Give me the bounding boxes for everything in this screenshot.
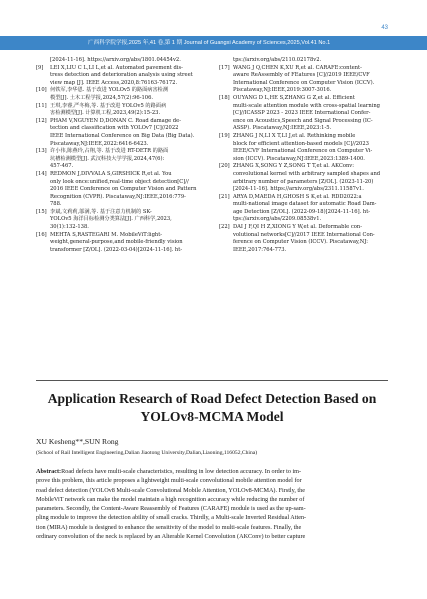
abstract-line: MobileViT network can make the model maintain a high recognition accuracy while reducing the number of <box>36 495 305 503</box>
reference-entry <box>36 87 204 102</box>
reference-number: [11] <box>36 102 47 109</box>
references-left-column <box>36 57 204 254</box>
reference-line: Piscataway,NJ:IEEE,2019:3007-3016. <box>233 87 332 94</box>
reference-entry <box>36 209 204 232</box>
reference-line: ASSP). Piscataway,NJ:IEEE,2023:1-5. <box>233 125 332 132</box>
reference-line: DAI J F,QI H Z,XIONG Y W,et al. Deformable con- <box>233 224 362 231</box>
reference-text <box>50 209 204 232</box>
reference-line: only look once:unified,real-time object detection[C]// <box>50 178 189 185</box>
reference-line: weight,general-purpose,and mobile-friendly vision <box>50 239 183 246</box>
reference-text <box>50 171 204 209</box>
reference-line: [2024-11-16]. https://arxiv.org/abs/2311.11587v1. <box>233 186 364 193</box>
reference-number: [22] <box>219 224 230 231</box>
reference-line: tps://arxiv.org/abs/2110.02178v2. <box>233 57 322 63</box>
page-number: 43 <box>381 25 388 31</box>
reference-text <box>233 57 389 65</box>
reference-line: YOLOv5 海洋目标检测分类算法[J]. 广西科学,2023, <box>50 216 172 223</box>
reference-entry <box>219 65 389 95</box>
reference-entry <box>36 148 204 171</box>
reference-line: IEEE International Conference on Big Data (Big Data). <box>50 132 195 139</box>
reference-line: ZHANG J N,LI X T,LI J,et al. Rethinking mobile <box>233 132 356 139</box>
reference-number: [21] <box>219 193 230 200</box>
reference-line: ARYA D,MAEDA H,GHOSH S K,et al. RDD2022:a <box>233 193 362 200</box>
reference-entry <box>36 171 204 209</box>
reference-line: Piscataway,NJ:IEEE,2022:6416-6423. <box>50 140 149 147</box>
reference-line: Recognition (CVPR). Piscataway,NJ:IEEE,2016:779- <box>50 193 186 200</box>
reference-line: REDMON J,DIVVALA S,GIRSHICK R,et al. You <box>50 170 172 177</box>
journal-header-bar <box>0 36 427 50</box>
reference-number <box>36 57 50 65</box>
reference-text <box>233 163 389 193</box>
journal-header-text: 广西科学院学报,2025 年,41 卷,第 1 期 Journal of Guangxi Academy of Sciences,2025,Vol.41 No.1 <box>88 40 331 46</box>
reference-text <box>50 148 204 171</box>
reference-line: aware ReAssembly of FEatures [C]//2019 IEEE/CVF <box>233 72 370 79</box>
reference-number: [9] <box>36 64 44 71</box>
reference-line: [C]//ICASSP 2023 - 2023 IEEE International Confer- <box>233 110 371 117</box>
reference-number: [17] <box>219 64 230 71</box>
reference-number: [12] <box>36 117 47 124</box>
reference-number: [20] <box>219 163 230 170</box>
reference-number: [19] <box>219 132 230 139</box>
reference-text <box>233 65 389 95</box>
reference-line: 457-467. <box>50 163 74 170</box>
affiliation: (School of Rail Intelligent Engineering,Dalian Jiaotong University,Dalian,Liaoning,116052,China) <box>36 450 258 456</box>
reference-line: 坑槽检测模型[J]. 武汉科技大学学报,2024,47(6): <box>50 155 165 162</box>
reference-text <box>50 118 204 148</box>
reference-line: 模型[J]. 土木工程学报,2024,57(2):96-106. <box>50 94 154 101</box>
reference-line: ZHANG X,SONG Y Z,SONG T T,et al. AKConv: <box>233 163 354 170</box>
reference-line: arbitrary number of parameters [Z/OL]. (2023-11-20) <box>233 178 374 185</box>
reference-line: OUYANG D L,HE S,ZHANG G Z,et al. Efficient <box>233 94 355 101</box>
reference-number: [15] <box>36 208 47 215</box>
reference-entry <box>36 65 204 88</box>
reference-line: tps://arxiv.org/abs/2209.08538v1. <box>233 216 322 223</box>
abstract-line: tion (MIRA) module is designed to enhance the sensitivity of the model to multi-scale features. Finally, the <box>36 523 302 531</box>
reference-number: [10] <box>36 87 47 94</box>
reference-entry <box>219 133 389 163</box>
reference-text <box>233 95 389 133</box>
reference-line: IEEE,2017:764-773. <box>233 246 287 253</box>
reference-line: International Conference on Computer Vision (ICCV). <box>233 79 375 86</box>
reference-entry <box>36 232 204 255</box>
reference-number: [13] <box>36 148 47 155</box>
reference-line: multi-national image dataset for automatic Road Dam- <box>233 201 377 208</box>
abstract-line: road defect detection (YOLOv8 Multi-scale Convolutional Mobile Attention, YOLOv8-MCMA). Firstly, the <box>36 486 305 494</box>
reference-line: 30(1):132-138. <box>50 224 89 231</box>
abstract-line: prove this problem, this article proposes a lightweight multi-scale convolutional mobile attention model for <box>36 477 302 485</box>
reference-line: transformer [Z/OL]. (2022-03-04)[2024-11-16]. ht- <box>50 246 183 253</box>
reference-line: tection and classification with YOLOv7 [C]//2022 <box>50 125 179 132</box>
reference-line: 王琪,李睿,严冬梅,等. 基于改进 YOLOv5 的路面病 <box>50 102 167 109</box>
title-line-1: Application Research of Road Defect Detection Based on <box>47 391 377 406</box>
reference-line: multi-scale attention module with cross-spatial learning <box>233 102 381 109</box>
reference-line: IEEE/CVF International Conference on Computer Vi- <box>233 148 373 155</box>
reference-line: 2016 IEEE Conference on Computer Vision and Pattern <box>50 186 197 193</box>
reference-line: LEI X,LIU C L,LI L,et al. Automated pavement dis- <box>50 64 183 71</box>
reference-line: ence on Acoustics,Speech and Signal Processing (IC- <box>233 117 373 124</box>
reference-entry <box>219 163 389 193</box>
abstract-label: Abstract: <box>36 468 62 475</box>
abstract-line: parameters. Secondly, the Content-Aware Reassembly of Features (CARAFE) module is used as the up-sam- <box>36 505 306 513</box>
authors: XU Kesheng**,SUN Rong <box>36 437 119 446</box>
reference-text <box>50 57 204 65</box>
reference-line: 788. <box>50 201 62 208</box>
reference-text <box>50 87 204 102</box>
reference-entry <box>219 194 389 224</box>
abstract-line: ordinary convolution of the neck is replaced by an Alterable Kernel Convolution (AKConv) to better capture <box>36 533 306 541</box>
reference-text <box>233 133 389 163</box>
reference-entry <box>36 118 204 148</box>
reference-line: tress detection and deterioration analysis using street <box>50 72 193 79</box>
reference-line: PHAM V,NGUYEN D,DONAN C. Road damage de- <box>50 117 181 124</box>
reference-text <box>233 194 389 224</box>
reference-line: MEHTA S,RASTEGARI M. MobileViT:light- <box>50 231 163 238</box>
english-title <box>36 390 388 426</box>
section-divider <box>36 380 388 381</box>
reference-number: [18] <box>219 94 230 101</box>
reference-entry <box>219 224 389 254</box>
reference-text <box>50 232 204 255</box>
reference-text <box>233 224 389 254</box>
reference-number: [16] <box>36 231 47 238</box>
references-right-column <box>219 57 389 254</box>
title-line-2: YOLOv8-MCMA Model <box>140 409 284 424</box>
reference-line: WANG J Q,CHEN K,XU R,et al. CARAFE:content- <box>233 64 362 71</box>
abstract-line: Abstract:Road defects have multi-scale characteristics, resulting in low detection accuracy. In order to im- <box>36 468 302 475</box>
reference-line: age Detection [Z/OL]. (2022-09-18)[2024-11-16]. ht- <box>233 208 371 215</box>
abstract <box>36 467 388 541</box>
reference-text <box>50 103 204 118</box>
reference-text <box>50 65 204 88</box>
abstract-line: pling module to improve the detection ability of small cracks. Thirdly, a Multi-scale Inverted Residual Atten- <box>36 514 307 522</box>
reference-number: [14] <box>36 170 47 177</box>
reference-line: [2024-11-16]. https://arxiv.org/abs/1801.04454v2. <box>50 57 181 63</box>
reference-line: ference on Computer Vision (ICCV). Piscataway,NJ: <box>233 239 368 246</box>
reference-entry <box>219 95 389 133</box>
reference-entry <box>36 103 204 118</box>
reference-line: 李斌,文莉莉,邬满,等. 基于注意力机制的 SK- <box>50 208 152 215</box>
reference-line: convolutional kernel with arbitrary sampled shapes and <box>233 170 381 177</box>
reference-line: volutional networks[C]//2017 IEEE International Con- <box>233 231 375 238</box>
reference-line: view map [J]. IEEE Access,2020,8:76163-76172. <box>50 79 178 86</box>
reference-entry <box>219 57 389 65</box>
reference-line: 害检测模型[J]. 计算机工程,2023,49(2):15-23. <box>50 110 161 117</box>
reference-line: 许小伟,陈燕玲,占翔,等. 基于改进 RT-DETR 的路面 <box>50 148 169 155</box>
reference-line: 何铁军,李华恩. 基于改进 YOLOv5 的路面病害检测 <box>50 87 169 94</box>
reference-line: block for efficient attention-based models [C]//2023 <box>233 140 369 147</box>
reference-entry <box>36 57 204 65</box>
reference-line: sion (ICCV). Piscataway,NJ:IEEE,2023:1389-1400. <box>233 155 365 162</box>
reference-number <box>219 57 233 65</box>
